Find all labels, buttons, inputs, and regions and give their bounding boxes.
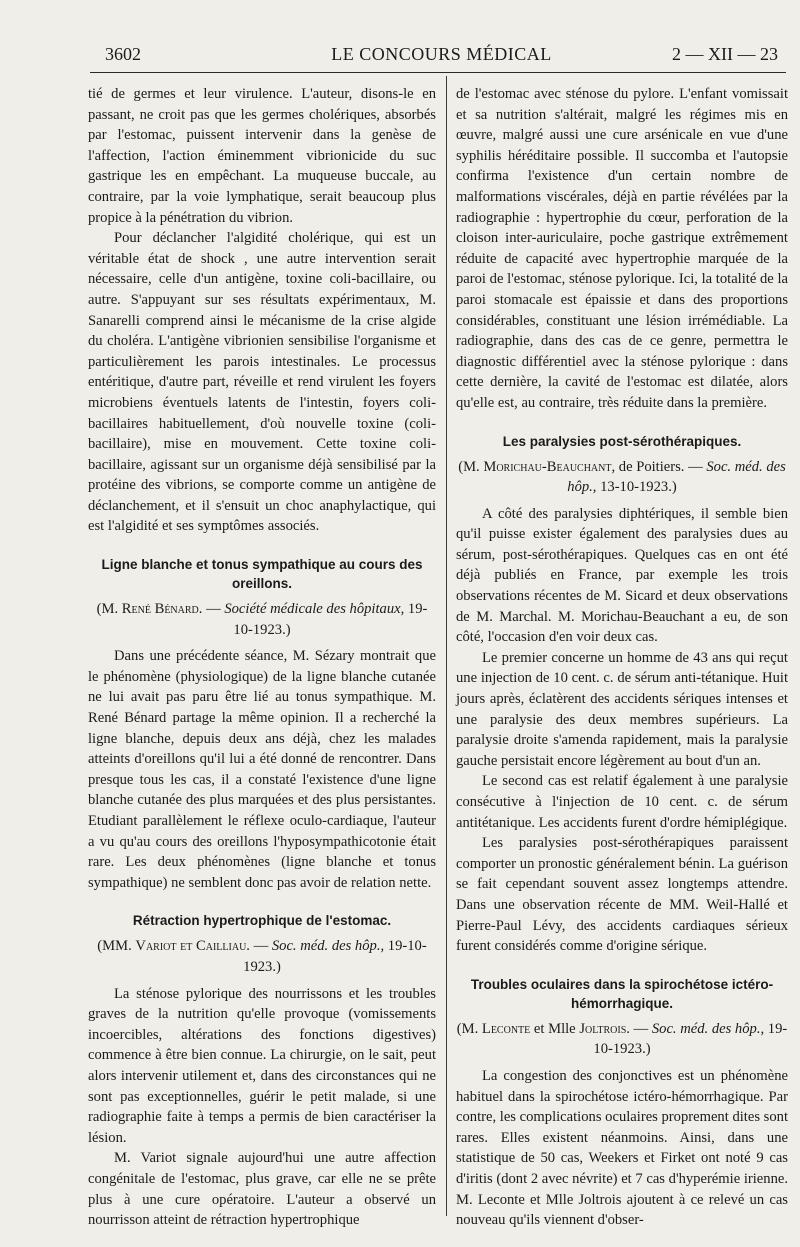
paragraph: La sténose pylorique des nourrissons et les troubles graves de la nutrition qu'elle provoque (vomissements incoercibles, altérations des fonctions digestives) commence à être bien connue. La chirurgie, on le sait, peut alors intervenir utilement et, dans des circonstances qui ne sont pas exceptionnelles, guérir le petit malade, si une radiographie faite à temps a permis de bien caractériser la lésion. bbox=[88, 985, 436, 1146]
source-journal: Société médicale des hôpitaux, bbox=[224, 601, 405, 618]
source-author: Variot et Cailliau bbox=[135, 938, 247, 955]
section-heading-troubles-oculaires: Troubles oculaires dans la spirochétose ictéro-hémorrhagique. bbox=[470, 976, 774, 1011]
section-source: (M. Leconte et Mlle Joltrois. — Soc. méd. des hôp., 19-10-1923.) bbox=[456, 1020, 788, 1058]
source-author: René Bénard bbox=[121, 601, 199, 618]
page-header bbox=[105, 42, 778, 66]
section-source: (M. René Bénard. — Société médicale des hôpitaux, 19-10-1923.) bbox=[96, 601, 428, 638]
right-column bbox=[456, 84, 788, 1231]
source-author: Leconte bbox=[481, 1020, 531, 1037]
paragraph: Le second cas est relatif également à une paralysie consécutive à l'injection de 10 cent. c. de sérum antitétanique. Les accidents furent d'ordre hémiplégique. bbox=[456, 773, 788, 831]
paragraph: M. Variot signale aujourd'hui une autre affection congénitale de l'estomac, plus grave, car elle ne se prête plus à une cure opératoire. L'auteur a observé un nourrisson atteint de rétraction hypertrophique bbox=[88, 1150, 436, 1229]
source-date: 13-10-1923.) bbox=[596, 479, 677, 496]
page-number: 3602 bbox=[105, 44, 141, 64]
paragraph: Pour déclancher l'algidité cholérique, qui est un véritable état de shock , une autre intervention serait nécessaire, celle d'un antigène, toxine coli-bacillaire, ou autre. S'appuyant sur ses résultats expérimentaux, M. Sanarelli comprend ainsi le mécanisme de la crise algide du choléra. L'antigène vibrionien sensibilise l'organisme et particulièrement les parois intestinales. Le processus entéritique, d'autre part, réveille et rend virulent les foyers microbiens éventuels latents de l'intestin, foyers coli-bacillaires habituellement, d'où nouvelle toxine (coli-bacillaire), mise en mouvement. Cette toxine coli-bacillaire, agissant sur un organisme déjà sensibilisé par la protéine des vibrions, se comporte comme un antigène de déclanchement, et il s'ensuit un choc anaphylactique, qui est l'algidité et ses symptômes associés. bbox=[88, 230, 436, 535]
column-divider bbox=[446, 76, 447, 1216]
paragraph: A côté des paralysies diphtériques, il semble bien qu'il puisse exister également des paralysies dues au sérum, post-sérothérapiques. Quelques cas en ont été déjà publiés en France, par exemple les trois observations récentes de M. Sicard et deux observations de M. Marchal. M. Morichau-Beauchant a eu, de son côté, l'occasion d'en voir deux cas. bbox=[456, 505, 788, 646]
paragraph: de l'estomac avec sténose du pylore. L'enfant vomissait et sa nutrition s'altérait, malgré les régimes mis en œuvre, malgré aussi une cure arsénicale en vue d'une syphilis héréditaire possible. Il succomba et l'autopsie confirma l'existence d'un certain nombre de malformations viscérales, déjà en partie révélées par la radiographie : hypertrophie du cœur, perforation de la cloison inter-auriculaire, poche gastrique extrêmement réduite de capacité avec hypertrophie marquée de la paroi de l'estomac, sténose pylorique. Ici, la totalité de la paroi stomacale est épaissie et dans des proportions considérables, constituant une lésion irrémédiable. La radiographie, dans des cas de ce genre, permettra le diagnostic différentiel avec la sténose pylorique : dans cette dernière, la cavité de l'estomac est dilatée, alors qu'elle est, au contraire, très réduite dans la première. bbox=[456, 86, 788, 411]
section-heading-retraction: Rétraction hypertrophique de l'estomac. bbox=[132, 913, 392, 929]
section-heading-paralysies: Les paralysies post-sérothérapiques. bbox=[502, 433, 742, 449]
paragraph: Dans une précédente séance, M. Sézary montrait que le phénomène (physiologique) de la ligne blanche cutanée ne lui avait pas paru être lié au tonus sympathique. M. René Bénard partage la même opinion. Il a recherché la ligne blanche, depuis deux ans déjà, chez les malades atteints d'oreillons qu'il lui a été donné de rencontrer. Dans presque tous les cas, il a constaté l'existence d'une ligne blanche cutanée des plus marquées et des plus persistantes. Etudiant parallèlement le réflexe oculo-cardiaque, l'auteur a vu qu'au cours des oreillons l'hyposympathicotonie était rare. Les deux phénomènes (ligne blanche et tonus sympathique) ne semblent donc pas avoir de relation nette. bbox=[88, 648, 436, 891]
source-journal: Soc. méd. des hôp., bbox=[567, 458, 786, 496]
journal-title: LE CONCOURS MÉDICAL bbox=[331, 44, 552, 64]
section-source: (MM. Variot et Cailliau. — Soc. méd. des hôp., 19-10-1923.) bbox=[97, 938, 427, 975]
left-column bbox=[88, 84, 436, 1231]
source-date: 19-10-1923.) bbox=[233, 601, 428, 638]
source-date: 19-10-1923.) bbox=[243, 938, 427, 975]
paragraph: Les paralysies post-sérothérapiques paraissent comporter un pronostic généralement bénin. La guérison se fait cependant souvent assez longtemps attendre. Dans une observation récente de MM. Weil-Hallé et Pierre-Paul Lévy, des accidents cardiaques sérieux furent considérés comme d'origine sérique. bbox=[456, 835, 788, 955]
source-author: Morichau-Beauchant bbox=[483, 458, 612, 475]
paragraph: La congestion des conjonctives est un phénomène habituel dans la spirochétose ictéro-hémorrhagique. Par contre, les complications oculaires proprement dites sont rares. Elles existent néanmoins. Ainsi, dans une statistique de 50 cas, Weekers et Firket ont noté 9 cas d'iritis (dont 2 avec névrite) et 7 cas d'hyperémie irienne. M. Leconte et Mlle Joltrois ajoutent à ce relevé un cas nouveau qu'ils viennent d'obser- bbox=[456, 1067, 788, 1229]
paragraph: Le premier concerne un homme de 43 ans qui reçut une injection de 10 cent. c. de sérum anti-tétanique. Huit jours après, éclatèrent des accidents sériques intenses et une paralysie des deux membres supérieurs. La paralysie droite s'amenda rapidement, mais la paralysie gauche persistait encore légèrement au bout d'un an. bbox=[456, 649, 788, 769]
source-journal: Soc. méd. des hôp., bbox=[651, 1020, 765, 1037]
header-rule bbox=[90, 72, 786, 73]
source-date: 19-10-1923.) bbox=[593, 1020, 788, 1058]
issue-date: 2 — XII — 23 bbox=[672, 44, 778, 64]
section-heading-ligne-blanche: Ligne blanche et tonus sympathique au cours des oreillons. bbox=[101, 557, 423, 592]
section-source: (M. Morichau-Beauchant, de Poitiers. — Soc. méd. des hôp., 13-10-1923.) bbox=[458, 458, 786, 496]
source-author-2: Joltrois bbox=[579, 1020, 627, 1037]
paragraph: tié de germes et leur virulence. L'auteur, disons-le en passant, ne croit pas que les germes cholériques, absorbés par l'estomac, puissent intervenir dans la genèse de l'affection, l'action éminemment vibrionicide du suc gastrique les en empêchant. La muqueuse buccale, au contraire, par la voie lymphatique, serait beaucoup plus propice à la pénétration du vibrion. bbox=[88, 86, 436, 226]
source-journal: Soc. méd. des hôp., bbox=[271, 938, 385, 955]
